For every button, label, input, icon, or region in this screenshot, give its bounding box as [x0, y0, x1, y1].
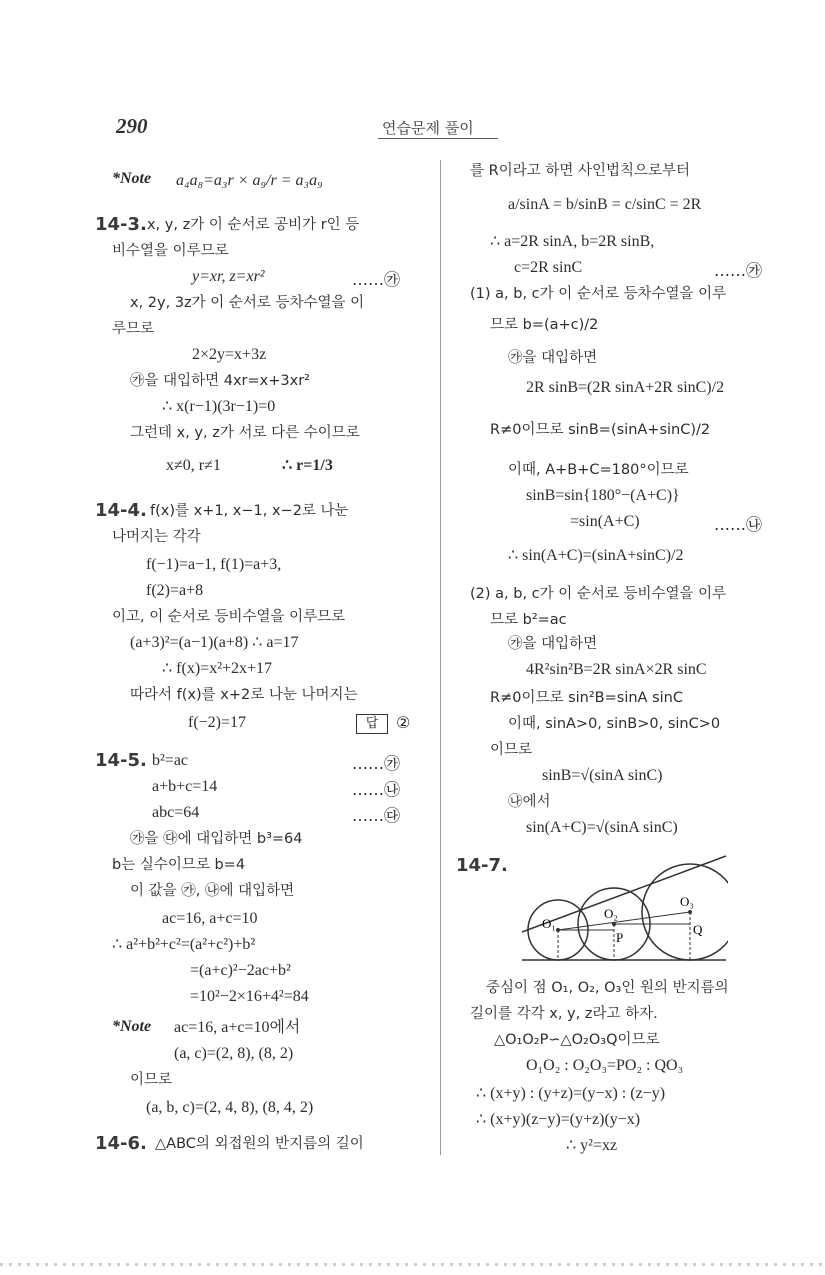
p14-4-line: 이고, 이 순서로 등비수열을 이루므로	[112, 609, 346, 625]
label-o1: O₁	[542, 916, 556, 931]
p14-6-line: 므로 b=(a+c)/2	[490, 317, 599, 333]
p14-5-line: a+b+c=14	[152, 778, 218, 795]
p14-3-line: x≠0, r≠1	[166, 457, 221, 474]
p14-6-line: 이므로	[490, 742, 533, 758]
p14-7-line: O₁O₂ : O₂O₃=PO₂ : QO₃	[526, 1057, 684, 1074]
p14-6-line: sin(A+C)=√(sinA sinC)	[526, 819, 678, 836]
p14-3-line: 2×2y=x+3z	[192, 346, 267, 363]
p14-3-line: 비수열을 이루므로	[112, 243, 229, 259]
p14-6-line: R≠0이므로 sinB=(sinA+sinC)/2	[490, 422, 711, 438]
p14-6-line: =sin(A+C)	[570, 513, 640, 530]
p14-3-line: 루므로	[112, 321, 155, 337]
tangent-circles-diagram	[518, 848, 728, 966]
p14-4-line: f(2)=a+8	[146, 582, 204, 599]
label-q: Q	[693, 922, 703, 937]
p14-6-line: R≠0이므로 sin²B=sinA sinC	[490, 690, 683, 706]
p14-7-line: △O₁O₂P∽△O₂O₃Q이므로	[494, 1032, 660, 1048]
p14-4-line: 따라서 f(x)를 x+2로 나눈 나머지는	[130, 687, 358, 703]
p14-4-line: (a+3)²=(a−1)(a+8) ∴ a=17	[130, 634, 299, 651]
p14-3-line: x, y, z가 이 순서로 공비가 r인 등	[147, 217, 360, 233]
p14-5-line: ac=16, a+c=10에서	[174, 1019, 301, 1036]
label-o2: O₂	[604, 906, 618, 921]
problem-14-5-number: 14-5.	[95, 750, 147, 771]
answer-choice: ②	[396, 713, 411, 732]
p14-6-line: 므로 b²=ac	[490, 612, 567, 628]
p14-5-line: =10²−2×16+4²=84	[190, 988, 309, 1005]
p14-7-line: 중심이 점 O₁, O₂, O₃인 원의 반지름의	[486, 980, 729, 996]
p14-3-line: x, 2y, 3z가 이 순서로 등차수열을 이	[130, 295, 365, 311]
p14-7-line: ∴ (x+y) : (y+z)=(y−x) : (z−y)	[476, 1085, 666, 1102]
page-header-title: 연습문제 풀이	[382, 119, 474, 137]
p14-6-line: ㉮을 대입하면	[508, 350, 598, 366]
equation-mark-2: ……㉯	[714, 515, 763, 534]
p14-6-line: ㉮을 대입하면	[508, 636, 598, 652]
p14-3-result: ∴ r=1/3	[282, 457, 333, 474]
p14-5-line: b는 실수이므로 b=4	[112, 857, 246, 873]
label-o3: O₃	[680, 894, 694, 909]
p14-3-line: ㉮을 대입하면 4xr=x+3xr²	[130, 373, 310, 389]
p14-7-line: ∴ (x+y)(z−y)=(y+z)(y−x)	[476, 1111, 641, 1128]
tangent-circles-figure	[518, 848, 728, 966]
p14-6-line: c=2R sinC	[514, 259, 583, 276]
p14-6-line: △ABC의 외접원의 반지름의 길이	[155, 1136, 364, 1152]
p14-5-line: =(a+c)²−2ac+b²	[190, 962, 291, 979]
p14-6-line: (1) a, b, c가 이 순서로 등차수열을 이루	[470, 286, 727, 302]
p14-4-line: ∴ f(x)=x²+2x+17	[162, 660, 273, 677]
p14-5-line: b²=ac	[152, 752, 189, 769]
p14-4-line: f(−2)=17	[188, 714, 247, 731]
header-underline	[378, 138, 498, 139]
equation-mark-3: ……㉰	[352, 806, 401, 825]
equation-mark-1: ……㉮	[714, 261, 763, 280]
p14-5-line: (a, b, c)=(2, 4, 8), (8, 4, 2)	[146, 1099, 314, 1116]
equation-mark-1: ……㉮	[352, 270, 401, 289]
p14-5-line: abc=64	[152, 804, 200, 821]
p14-6-line: sinB=sin{180°−(A+C)}	[526, 487, 680, 504]
p14-3-line: 그런데 x, y, z가 서로 다른 수이므로	[130, 425, 360, 441]
label-p: P	[616, 930, 624, 945]
p14-6-line: ∴ sin(A+C)=(sinA+sinC)/2	[508, 547, 684, 564]
p14-4-line: 나머지는 각각	[112, 529, 201, 545]
p14-6-line: 4R²sin²B=2R sinA×2R sinC	[526, 661, 707, 678]
p14-6-line: ㉯에서	[508, 794, 551, 810]
p14-5-line: ∴ a²+b²+c²=(a²+c²)+b²	[112, 936, 256, 953]
note-tag: *Note	[112, 1018, 152, 1035]
equation-mark-2: ……㉯	[352, 780, 401, 799]
problem-14-6-number: 14-6.	[95, 1133, 147, 1154]
p14-6-line: (2) a, b, c가 이 순서로 등비수열을 이루	[470, 586, 727, 602]
page-number: 290	[116, 114, 148, 138]
answer-box: 답	[356, 714, 388, 734]
p14-6-line: 이때, A+B+C=180°이므로	[508, 462, 689, 478]
p14-5-line: ㉮을 ㉰에 대입하면 b³=64	[130, 831, 303, 847]
p14-5-line: 이 값을 ㉮, ㉯에 대입하면	[130, 883, 295, 899]
p14-7-line: 길이를 각각 x, y, z라고 하자.	[470, 1006, 658, 1022]
p14-5-line: 이므로	[130, 1072, 173, 1088]
problem-14-3-number: 14-3.	[95, 214, 147, 235]
note-expression: a₄a₈=a₃r × a₉/r = a₃a₉	[176, 172, 323, 189]
p14-5-line: (a, c)=(2, 8), (8, 2)	[174, 1045, 294, 1062]
p14-6-line: a/sinA = b/sinB = c/sinC = 2R	[508, 196, 702, 213]
problem-14-4-number: 14-4.	[95, 500, 147, 521]
p14-6-line: ∴ a=2R sinA, b=2R sinB,	[490, 233, 655, 250]
problem-14-7-number: 14-7.	[456, 855, 508, 876]
p14-7-line: ∴ y²=xz	[566, 1137, 618, 1154]
column-divider	[440, 160, 441, 1155]
p14-6-line: 를 R이라고 하면 사인법칙으로부터	[470, 163, 690, 179]
p14-3-line: y=xr, z=xr²	[192, 268, 265, 285]
p14-3-line: ∴ x(r−1)(3r−1)=0	[162, 398, 276, 415]
note-tag: *Note	[112, 170, 152, 187]
equation-mark-1: ……㉮	[352, 754, 401, 773]
p14-4-line: f(−1)=a−1, f(1)=a+3,	[146, 556, 282, 573]
footer-dotted-line	[0, 1263, 825, 1266]
p14-4-line: f(x)를 x+1, x−1, x−2로 나눈	[150, 503, 349, 519]
p14-6-line: 이때, sinA>0, sinB>0, sinC>0	[508, 716, 721, 732]
p14-5-line: ac=16, a+c=10	[162, 910, 258, 927]
p14-6-line: sinB=√(sinA sinC)	[542, 767, 663, 784]
p14-6-line: 2R sinB=(2R sinA+2R sinC)/2	[526, 379, 725, 396]
